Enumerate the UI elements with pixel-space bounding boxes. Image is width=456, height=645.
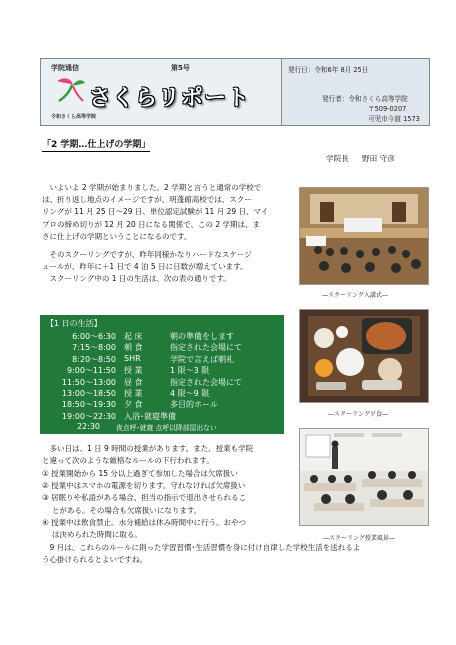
publisher: 発行者：令和さくら高等学院: [322, 95, 408, 103]
schedule-time: 18:50～19:30: [61, 400, 116, 410]
issue-date: 発行日：令和6年 8月 25日: [288, 66, 369, 74]
schedule-row: [40, 388, 284, 400]
text-line: いよいよ 2 学期が始まりました。2 学期と言うと通常の学校で: [42, 183, 262, 192]
author-name: 野田 守彦: [362, 154, 395, 163]
rule-item: とがある。その場合も欠席扱いになります。: [42, 505, 202, 515]
paragraph-schooling: [42, 249, 287, 286]
ceremony-photo: [299, 187, 429, 285]
schedule-note: 1 限～3 限: [170, 366, 210, 376]
schedule-row: [40, 354, 284, 366]
schedule-note: 学院で言えば朝礼: [170, 354, 234, 364]
schedule-activity: 夕 食: [124, 400, 143, 410]
schedule-row: [40, 365, 284, 377]
photo-caption: ―スクーリング授業風景―: [323, 535, 395, 542]
paragraph-intro: [42, 182, 287, 243]
schedule-time: 9:00～11:50: [66, 366, 116, 376]
rule-item: ④ 授業中は飲食禁止。水分補給は休み時間中に行う。おやつ: [42, 517, 247, 527]
schedule-note: 朝の準備をします: [170, 332, 234, 341]
classroom-photo: [299, 428, 429, 526]
schedule-time: 7:15～8:00: [72, 343, 116, 353]
rules-list: [42, 468, 292, 541]
newsletter-label: 学院通信: [51, 64, 79, 72]
schedule-activity: 朝 食: [124, 343, 143, 353]
postal-code: 〒509-0207: [368, 105, 407, 113]
text-line: そのスクーリングですが、昨年同様かなりハードなスケージ: [42, 250, 252, 259]
newsletter-title: さくらリポート: [89, 86, 251, 111]
paragraph-rules-intro: [42, 443, 287, 467]
schedule-heading: 【1 日の生活】: [46, 319, 102, 328]
issue-number: 第5号: [171, 64, 190, 72]
schedule-note: 指定された会場にて: [170, 377, 242, 387]
schedule-time: 19:00～22:30: [61, 411, 116, 421]
rule-item: ① 授業開始から 15 分以上過ぎて参加した場合は欠席扱い: [42, 469, 238, 478]
address: 可児市今渡 1573: [368, 115, 420, 123]
schedule-row: [40, 377, 284, 389]
schedule-row: [40, 411, 284, 423]
schedule-time: 11:50～13:00: [61, 377, 116, 387]
schedule-note: 指定された会場にて: [170, 343, 242, 353]
text-line: リングが 11 月 25 日～29 日、単位認定試験が 11 月 29 日、マイ: [42, 207, 269, 217]
schedule-row: [40, 342, 284, 354]
schedule-activity: 授 業: [124, 366, 143, 376]
schedule-note: 4 限～9 限: [170, 389, 210, 398]
text-line: と違って次のような厳格なルールの下行われます。: [42, 456, 214, 466]
photo-caption: ―スクーリング入講式―: [322, 292, 388, 299]
photo-caption: ―スクーリング夕食―: [328, 411, 388, 418]
schedule-row: [40, 331, 284, 343]
sakura-logo-icon: [53, 75, 87, 105]
paragraph-closing: [42, 542, 432, 566]
rule-item: ③ 居眠りや私語がある場合、担当の指示で退出させられるこ: [42, 493, 247, 503]
school-name-small: 令和さくら高等学院: [51, 114, 97, 120]
masthead: [40, 58, 430, 126]
schedule-activity: 夜点呼･就寝 点呼以降部屋出ない: [116, 424, 217, 433]
text-line: さに仕上げの学期ということになるのです。: [42, 231, 192, 241]
text-line: 9 月は、これらのルールに則った学習習慣･生活習慣を身に付け自律した学校生活を送れるよ: [42, 543, 361, 552]
text-line: 多い日は、1 日 9 時間の授業があります。また、授業も学院: [42, 444, 254, 453]
schedule-row: [40, 399, 284, 411]
schedule-time: 8:20～8:50: [72, 354, 116, 364]
author-role: 学院長: [326, 154, 349, 163]
schedule-time: 22:30: [76, 422, 100, 432]
daily-schedule-box: [40, 315, 284, 434]
schedule-activity: 授 業: [124, 389, 143, 398]
text-line: スクーリング中の 1 日の生活は、次の表の通りです。: [42, 274, 231, 284]
schedule-activity: 入浴･就寝準備: [124, 411, 176, 421]
rule-item: ② 授業中はスマホの電源を切ります。守れなければ欠席扱い: [42, 481, 246, 491]
text-line: プロの締め切りが 12 月 20 日になる関係で、この 2 学期は、ま: [42, 219, 261, 229]
schedule-time: 6:00～6:30: [72, 332, 116, 341]
masthead-title-panel: [41, 59, 282, 125]
schedule-activity: 起 床: [124, 332, 143, 341]
text-line: ュールが、昨年に＋1 日で 4 泊 5 日に日数が増えています。: [42, 262, 248, 272]
schedule-row: [40, 422, 284, 434]
article-title: 「2 学期…仕上げの学期」: [42, 137, 150, 152]
dinner-photo: [299, 309, 429, 403]
masthead-info-panel: [282, 59, 429, 125]
text-line: は、折り返し地点のイメージですが、明蓬館高校では、スクー: [42, 195, 252, 205]
text-line: う心掛けられるとよいですね。: [42, 555, 147, 565]
schedule-time: 13:00～18:50: [61, 389, 116, 398]
schedule-note: 多目的ホール: [170, 400, 218, 410]
rule-item: は決められた時間に取る。: [42, 530, 142, 540]
schedule-activity: 昼 食: [124, 377, 143, 387]
schedule-activity: SHR: [124, 353, 141, 363]
